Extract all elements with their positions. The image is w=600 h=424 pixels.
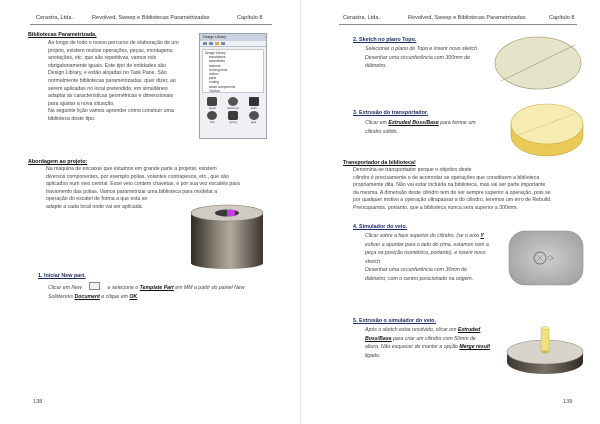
- tree-item[interactable]: Toolbox: [209, 88, 220, 93]
- library-thumbnail[interactable]: shaft: [244, 97, 263, 110]
- right-header-author: Cerastra, Ltda.: [343, 15, 380, 21]
- library-thumbnail[interactable]: dowel pin: [224, 97, 243, 110]
- left-header-chapter: Capítulo 8: [237, 15, 263, 21]
- sketch-circle-image: [493, 35, 583, 91]
- step1-text: Clicar em New e selecione o Template Part em MM a partir do painel New Solidworks Document e clique em OK.: [48, 282, 276, 301]
- shaft-3d-image: [183, 201, 273, 271]
- tree-item[interactable]: forming tools: [209, 67, 228, 72]
- step5-text: Após o sketch estar resolvido, clicar em Extruded Boss/Base para criar um cilindro com 50mm de altura. Não esquecer de manter a opção Merge result ligado.: [365, 327, 491, 359]
- left-header-title: Revolved, Sweep e Bibliotecas Parametrizadas: [92, 15, 210, 21]
- step3-title: 3. Extrusão do transportador.: [353, 110, 429, 116]
- transport-heading: Transportador da biblioteca!: [343, 160, 416, 166]
- tree-item[interactable]: parts: [209, 76, 217, 81]
- step5-title: 5. Extrusão o simulador do veio.: [353, 318, 436, 324]
- right-page: [300, 0, 600, 424]
- top-face-sketch-image: [508, 230, 584, 286]
- shaft-extrusion-image: [504, 318, 586, 376]
- new-document-icon: [89, 282, 100, 290]
- step4-text: Clicar sobre a face superior do cilindro, (se o eixo Y estiver a apontar para o lado de cima, estamos com a peça na posição isométrica, portanto), e inserir novo sketch. Desenhar uma circunferência com 30mm de diâmetro, com o centro posicionado na origem.: [365, 233, 489, 282]
- tree-item[interactable]: smart components: [209, 84, 236, 89]
- step2-title: 2. Sketch no plano Topo.: [353, 37, 417, 43]
- right-header-chapter: Capítulo 8: [549, 15, 575, 21]
- cylinder-3d-image: [508, 102, 586, 160]
- right-header-title: Revolved, Sweep e Bibliotecas Parametrizadas: [408, 15, 526, 21]
- library-thumbnail[interactable]: bolt: [203, 111, 222, 124]
- library-thumbnail[interactable]: gear: [244, 111, 263, 124]
- library-thumbnail[interactable]: spring: [224, 111, 243, 124]
- tree-item[interactable]: motion: [209, 72, 219, 77]
- tree-item[interactable]: Design Library: [205, 51, 226, 55]
- tree-item[interactable]: routing: [209, 80, 219, 85]
- biblio-heading: Bibliotecas Parametrizada.: [28, 32, 97, 38]
- library-thumbnail[interactable]: decal: [203, 97, 222, 110]
- dialog-title: Design Library: [200, 34, 266, 41]
- left-page-number: 138: [33, 399, 43, 405]
- step2-text: Selecionar o plano de Topo e inserir novo sketch. Desenhar uma circunferência com 300mm de diâmetro.: [365, 46, 479, 70]
- right-header-rule: [339, 24, 577, 25]
- dialog-toolbar: [200, 41, 266, 47]
- transport-paragraph: Denomina-se transportador porque o objetivo deste cilindro é precisamente o de acomodar as operações que constituem a biblioteca propriamente dita. Não vai estar incluída na biblioteca, mas vai ser parte importante da mesma. A dimensão deste cilindro tem de ser sempre superior à operação, pois se por qualquer motivo a operação ultrapassar a do cilindro, teremos um erro de Rebuild. Preocupamos, portanto, que a biblioteca nunca será superior a 300mm.: [353, 167, 552, 211]
- design-library-screenshot: [199, 33, 267, 139]
- tree-item[interactable]: features: [209, 63, 221, 68]
- left-header-author: Cerastra, Ltda.: [36, 15, 73, 21]
- tree-item[interactable]: annotations: [209, 55, 226, 60]
- step1-title: 1. Iniciar New part.: [38, 273, 86, 279]
- dialog-thumbnails: [200, 95, 266, 126]
- approach-paragraph: Na máquina de encaixar que estamos em grande parte a projetar, existem diversos componentes, por exemplo polias, volantes contrapesos, etc., que são aplicados num veio central. Esse veio contem chavetas, e por sua vez escatéis para travamento das polias. Vamos parametrizar uma biblioteca para modelar a operação do escatel de forma a que esta se adapte a cada local onde vai ser aplicada.: [46, 166, 240, 210]
- left-header-rule: [30, 24, 272, 25]
- approach-heading: Abordagem ao projeto:: [28, 159, 88, 165]
- right-page-number: 139: [563, 399, 573, 405]
- biblio-paragraph: Ao longo de todo o nosso percurso de elaboração de um projeto, existem muitos operações, peças, montagens, anotações, etc. que são repetitivas, vamos nós obrigatoriamente iguais. Este tipo de entidades são Design Library, e estão alojadas no Task Pane. São normalmente bibliotecas parametrizadas, quer dizer, ao serem aplicadas no local pretendido, em simultâneo adaptar às características geométricas e dimensionais para ajustar à nova situação. Na seguinte lição vamos aprender como construir uma biblioteca deste tipo.: [48, 40, 179, 122]
- tree-item[interactable]: assemblies: [209, 59, 225, 64]
- step4-title: 4. Simulador do veio.: [353, 224, 408, 230]
- step3-text: Clicar em Extruded Boss/Base para formar um cilindro sólido.: [365, 120, 476, 135]
- dialog-tree[interactable]: [202, 49, 264, 93]
